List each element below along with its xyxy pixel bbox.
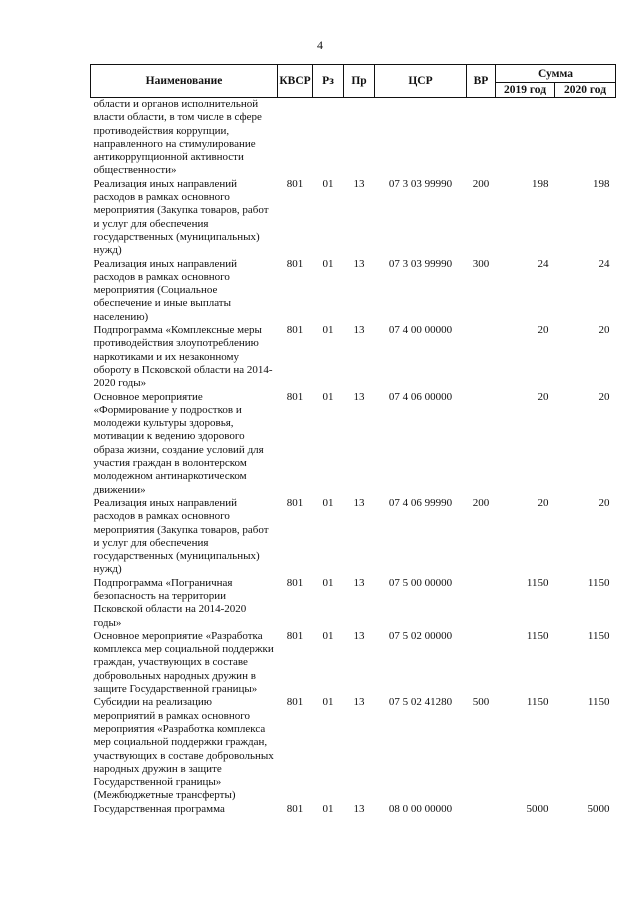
header-kvsr: КВСР [278, 65, 313, 98]
table-row [91, 696, 616, 802]
table-row [91, 630, 616, 696]
header-sum: Сумма [496, 65, 616, 83]
cell-pr: 13 [353, 257, 365, 270]
cell-pr: 13 [353, 324, 365, 337]
cell-kvsr: 801 [286, 324, 304, 337]
cell-csr: 07 5 02 41280 [388, 696, 453, 709]
cell-2019: 1150 [526, 629, 549, 642]
cell-kvsr [278, 98, 313, 178]
table-row [91, 178, 616, 258]
header-2019: 2019 год [496, 83, 555, 98]
cell-kvsr: 801 [286, 390, 304, 403]
cell-name: Подпрограмма «Комплексные меры противодействия злоупотреблению наркотиками и их незаконному обороту в Псковской области на 2014-2020 годы» [93, 324, 273, 390]
table-row [91, 258, 616, 324]
cell-name: Основное мероприятие «Разработка комплекса мер социальной поддержки граждан, участвующих в составе добровольных народных дружин в защите Государственной границы» [93, 629, 274, 696]
cell-rz: 01 [322, 324, 334, 337]
cell-2020: 5000 [587, 802, 610, 815]
header-rz: Рз [313, 65, 344, 98]
cell-vr [467, 630, 496, 696]
cell-2019: 24 [537, 257, 549, 270]
cell-csr: 07 3 03 99990 [388, 257, 453, 270]
cell-2020 [555, 98, 616, 178]
cell-name: Государственная программа [93, 802, 225, 815]
cell-2020: 20 [598, 324, 610, 337]
table-row [91, 324, 616, 390]
cell-name: Подпрограмма «Пограничная безопасность на территории Псковской области на 2014-2020 годы» [93, 576, 247, 629]
cell-2019: 20 [537, 390, 549, 403]
cell-name: Субсидии на реализацию мероприятий в рамках основного мероприятия «Разработка комплекса мер социальной поддержки граждан, участвующих в составе добровольных народных дружин в защите Государственной границы» (Межбюджетные трансферты) [93, 696, 274, 802]
cell-2020: 1150 [587, 629, 610, 642]
cell-name: Реализация иных направлений расходов в рамках основного мероприятия (Социальное обеспечение и иные выплаты населению) [93, 257, 238, 323]
cell-name: Реализация иных направлений расходов в рамках основного мероприятия (Закупка товаров, работ и услуг для обеспечения государственных (муниципальных) нужд) [93, 177, 269, 257]
cell-vr: 200 [472, 496, 490, 509]
cell-csr: 07 4 00 00000 [388, 324, 453, 337]
cell-2019: 1150 [526, 576, 549, 589]
page-number: 4 [317, 38, 323, 52]
cell-vr [467, 803, 496, 816]
cell-2019: 1150 [526, 696, 549, 709]
cell-rz: 01 [322, 177, 334, 190]
table-row [91, 391, 616, 497]
cell-pr: 13 [353, 390, 365, 403]
cell-2020: 24 [598, 257, 610, 270]
cell-pr [344, 98, 375, 178]
cell-csr: 07 4 06 00000 [388, 390, 453, 403]
cell-2020: 1150 [587, 696, 610, 709]
cell-kvsr: 801 [286, 177, 304, 190]
cell-2019: 20 [537, 496, 549, 509]
header-pr: Пр [344, 65, 375, 98]
table-row [91, 497, 616, 577]
cell-rz: 01 [322, 802, 334, 815]
cell-vr: 500 [472, 696, 490, 709]
cell-pr: 13 [353, 576, 365, 589]
cell-csr: 07 3 03 99990 [388, 177, 453, 190]
table-row [91, 577, 616, 630]
cell-vr [467, 391, 496, 497]
cell-kvsr: 801 [286, 496, 304, 509]
cell-pr: 13 [353, 177, 365, 190]
cell-pr: 13 [353, 696, 365, 709]
header-csr: ЦСР [375, 65, 467, 98]
cell-2019: 5000 [526, 802, 549, 815]
cell-rz: 01 [322, 629, 334, 642]
budget-table [90, 64, 616, 816]
cell-pr: 13 [353, 496, 365, 509]
cell-rz: 01 [322, 390, 334, 403]
cell-vr: 300 [472, 257, 490, 270]
cell-rz: 01 [322, 496, 334, 509]
cell-rz: 01 [322, 576, 334, 589]
cell-csr: 07 5 02 00000 [388, 629, 453, 642]
cell-2020: 198 [593, 177, 610, 190]
cell-csr: 07 4 06 99990 [388, 496, 453, 509]
table-row [91, 803, 616, 816]
cell-kvsr: 801 [286, 629, 304, 642]
header-name: Наименование [91, 65, 278, 98]
cell-2020: 20 [598, 496, 610, 509]
cell-kvsr: 801 [286, 257, 304, 270]
cell-2019 [496, 98, 555, 178]
cell-kvsr: 801 [286, 802, 304, 815]
cell-2019: 198 [532, 177, 549, 190]
cell-kvsr: 801 [286, 696, 304, 709]
cell-2019: 20 [537, 324, 549, 337]
cell-name: Реализация иных направлений расходов в рамках основного мероприятия (Закупка товаров, работ и услуг для обеспечения государственных (муниципальных) нужд) [93, 496, 269, 576]
cell-name: Основное мероприятие «Формирование у подростков и молодежи культуры здоровья, мотивации к ведению здорового образа жизни, создание условий для участия граждан в волонтерском молодежном антинаркотическом движении» [93, 390, 264, 496]
cell-vr [467, 98, 496, 178]
cell-vr: 200 [472, 177, 490, 190]
cell-rz: 01 [322, 257, 334, 270]
cell-csr: 07 5 00 00000 [388, 576, 453, 589]
cell-rz [313, 98, 344, 178]
cell-2020: 1150 [587, 576, 610, 589]
header-2020: 2020 год [555, 83, 616, 98]
cell-csr [375, 98, 467, 178]
cell-pr: 13 [353, 802, 365, 815]
header-vr: ВР [467, 65, 496, 98]
cell-rz: 01 [322, 696, 334, 709]
cell-csr: 08 0 00 00000 [388, 802, 453, 815]
table-row [91, 98, 616, 178]
cell-pr: 13 [353, 629, 365, 642]
cell-2020: 20 [598, 390, 610, 403]
cell-vr [467, 324, 496, 390]
cell-kvsr: 801 [286, 576, 304, 589]
cell-name: области и органов исполнительной власти области, в том числе в сфере противодействия коррупции, направленного на стимулирование антикоррупционной активности общественности» [93, 98, 262, 177]
cell-vr [467, 577, 496, 630]
